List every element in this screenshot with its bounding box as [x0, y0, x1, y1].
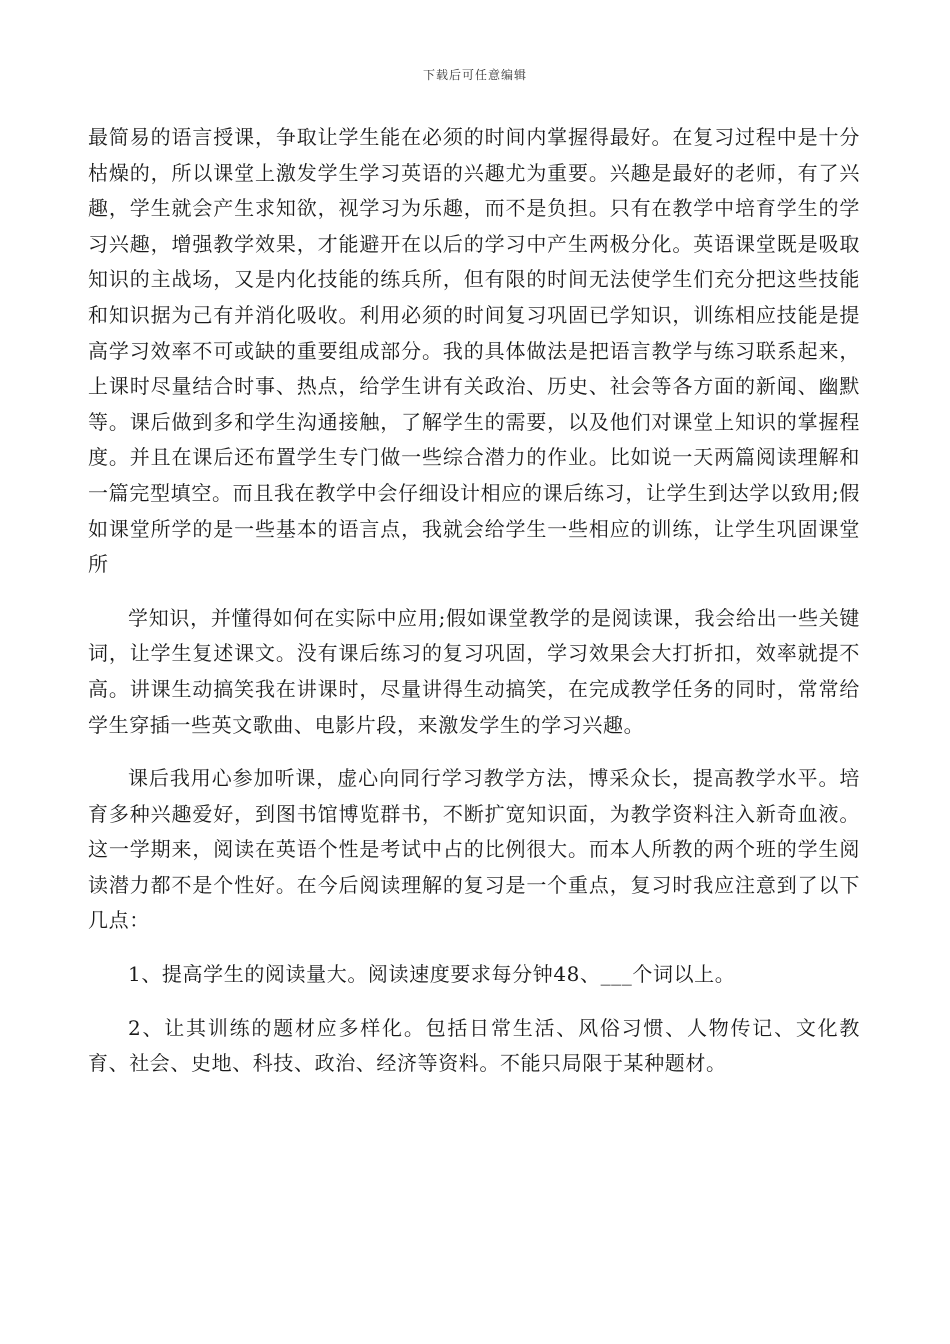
paragraph-2: 学知识，并懂得如何在实际中应用;假如课堂教学的是阅读课，我会给出一些关键词，让学生复述课文。没有课后练习的复习巩固，学习效果会大打折扣，效率就提不高。讲课生动搞笑我在讲课时，尽量讲得生动搞笑，在完成教学任务的同时，常常给学生穿插一些英文歌曲、电影片段，来激发学生的学习兴趣。: [88, 605, 860, 737]
paragraph-1: 最简易的语言授课，争取让学生能在必须的时间内掌握得最好。在复习过程中是十分枯燥的，所以课堂上激发学生学习英语的兴趣尤为重要。兴趣是最好的老师，有了兴趣，学生就会产生求知欲，视学习为乐趣，而不是负担。只有在教学中培育学生的学习兴趣，增强教学效果，才能避开在以后的学习中产生两极分化。英语课堂既是吸取知识的主战场，又是内化技能的练兵所，但有限的时间无法使学生们充分把这些技能和知识据为己有并消化吸收。利用必须的时间复习巩固已学知识，训练相应技能是提高学习效率不可或缺的重要组成部分。我的具体做法是把语言教学与练习联系起来，上课时尽量结合时事、热点，给学生讲有关政治、历史、社会等各方面的新闻、幽默等。课后做到多和学生沟通接触，了解学生的需要，以及他们对课堂上知识的掌握程度。并且在课后还布置学生专门做一些综合潜力的作业。比如说一天两篇阅读理解和一篇完型填空。而且我在教学中会仔细设计相应的课后练习，让学生到达学以致用;假如课堂所学的是一些基本的语言点，我就会给学生一些相应的训练，让学生巩固课堂所: [88, 125, 860, 577]
paragraph-3: 课后我用心参加听课，虚心向同行学习教学方法，博采众长，提高教学水平。培育多种兴趣爱好，到图书馆博览群书，不断扩宽知识面，为教学资料注入新奇血液。这一学期来，阅读在英语个性是考试中占的比例很大。而本人所教的两个班的学生阅读潜力都不是个性好。在今后阅读理解的复习是一个重点，复习时我应注意到了以下几点：: [88, 766, 860, 933]
page-header: 下载后可任意编辑: [422, 68, 527, 82]
paragraph-4: 1、提高学生的阅读量大。阅读速度要求每分钟48、___个词以上。: [128, 962, 736, 987]
paragraph-5: 2、让其训练的题材应多样化。包括日常生活、风俗习惯、人物传记、文化教育、社会、史地、科技、政治、经济等资料。不能只局限于某种题材。: [88, 1015, 860, 1076]
document-body: [88, 120, 860, 1100]
